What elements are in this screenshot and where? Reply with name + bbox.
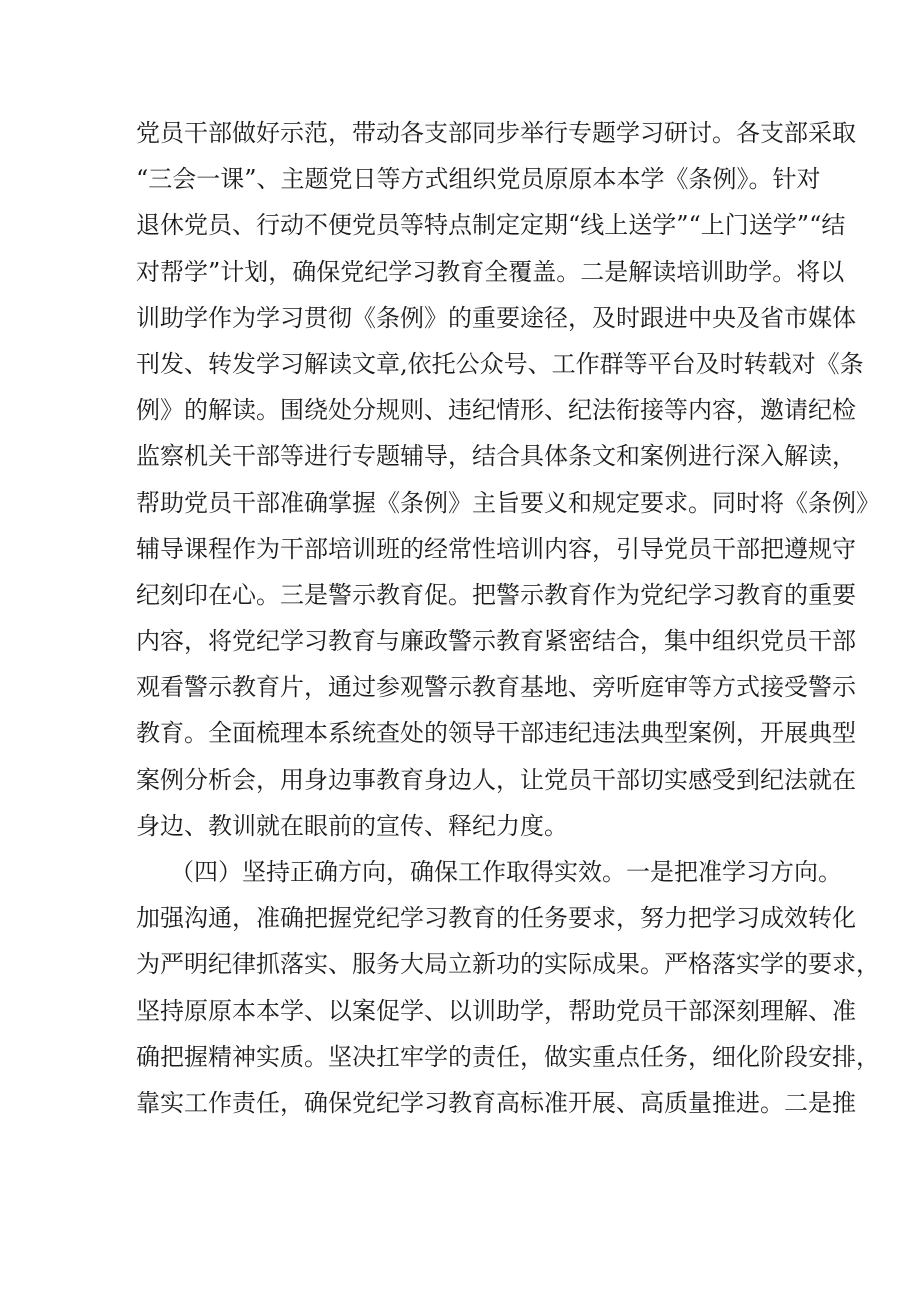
text-line: 靠实工作责任，确保党纪学习教育高标准开展、高质量推进。二是推 [136, 1088, 856, 1117]
text-line: 加强沟通，准确把握党纪学习教育的任务要求，努力把学习成效转化 [136, 904, 856, 933]
text-line: 帮助党员干部准确掌握《条例》主旨要义和规定要求。同时将《条例》 [136, 488, 880, 517]
text-line: 内容，将党纪学习教育与廉政警示教育紧密结合，集中组织党员干部 [136, 627, 856, 656]
text-line: “三会一课”、主题党日等方式组织党员原原本本学《条例》。针对 [136, 165, 821, 194]
text-line: 观看警示教育片，通过参观警示教育基地、旁听庭审等方式接受警示 [136, 673, 856, 702]
text-line: 案例分析会，用身边事教育身边人，让党员干部切实感受到纪法就在 [136, 765, 856, 794]
text-line: 训助学作为学习贯彻《条例》的重要途径，及时跟进中央及省市媒体 [136, 303, 856, 332]
text-line: 刊发、转发学习解读文章,依托公众号、工作群等平台及时转载对《条 [136, 349, 864, 378]
text-line: 坚持原原本本学、以案促学、以训助学，帮助党员干部深刻理解、准 [136, 996, 856, 1025]
text-line: 对帮学”计划，确保党纪学习教育全覆盖。二是解读培训助学。将以 [136, 257, 845, 286]
body-text [136, 110, 880, 1126]
section-heading-line: （四）坚持正确方向，确保工作取得实效。一是把准学习方向。 [170, 858, 842, 886]
text-line: 辅导课程作为干部培训班的经常性培训内容，引导党员干部把遵规守 [136, 534, 856, 563]
text-line: 党员干部做好示范，带动各支部同步举行专题学习研讨。各支部采取 [136, 119, 856, 147]
text-line: 确把握精神实质。坚决扛牢学的责任，做实重点任务，细化阶段安排， [136, 1042, 880, 1071]
text-line: 例》的解读。围绕处分规则、违纪情形、纪法衔接等内容，邀请纪检 [136, 396, 856, 425]
text-line: 为严明纪律抓落实、服务大局立新功的实际成果。严格落实学的要求， [136, 950, 880, 979]
text-line: 退休党员、行动不便党员等特点制定定期“线上送学”“上门送学”“结 [136, 211, 846, 240]
text-line: 纪刻印在心。三是警示教育促。把警示教育作为党纪学习教育的重要 [136, 580, 856, 609]
paragraph-end-line: 身边、教训就在眼前的宣传、释纪力度。 [136, 811, 568, 840]
text-line: 监察机关干部等进行专题辅导，结合具体条文和案例进行深入解读， [136, 442, 856, 471]
text-line: 教育。全面梳理本系统查处的领导干部违纪违法典型案例，开展典型 [136, 719, 856, 748]
